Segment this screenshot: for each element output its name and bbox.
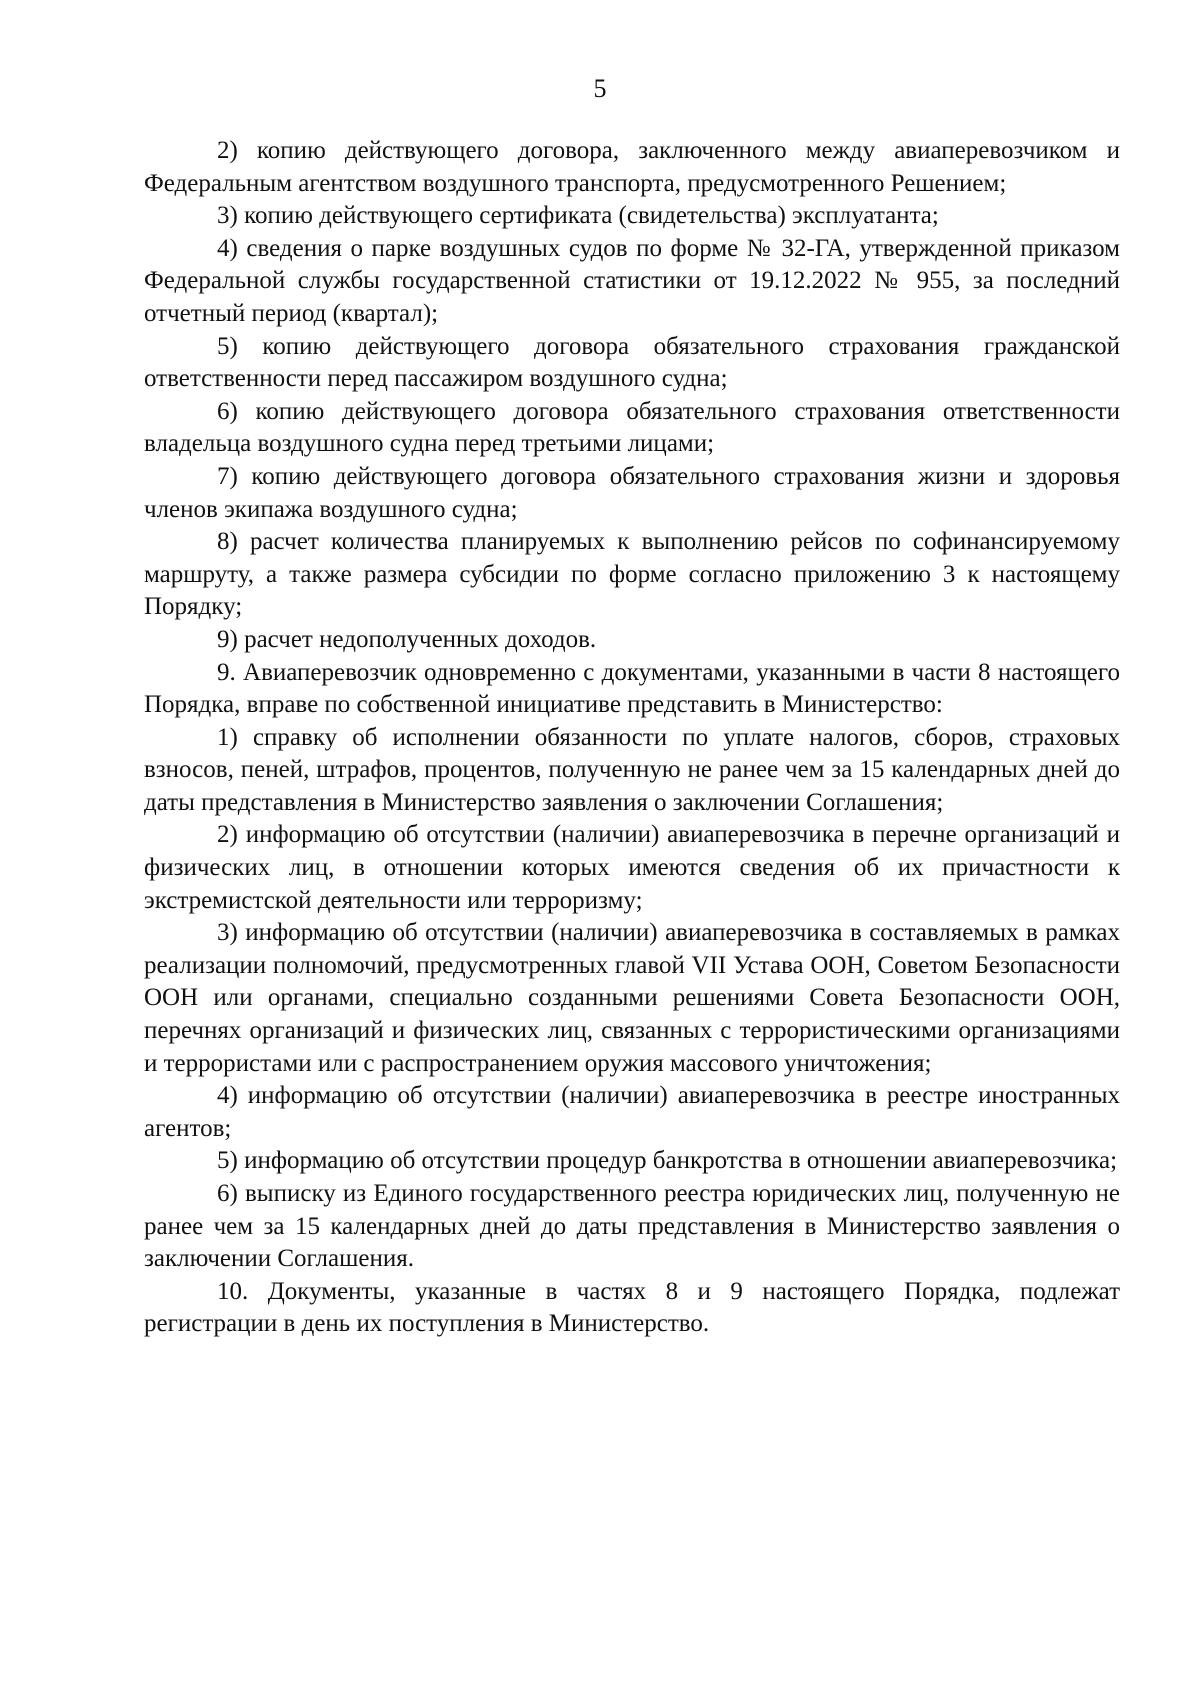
paragraph: 5) информацию об отсутствии процедур банкротства в отношении авиаперевозчика; (217, 1147, 1118, 1175)
document-body (144, 135, 1120, 1341)
paragraph: 6) копию действующего договора обязательного страхования ответственности владельца воздушного судна перед третьими лицами; (144, 397, 1120, 458)
page-number: 5 (593, 74, 607, 103)
paragraph: 7) копию действующего договора обязательного страхования жизни и здоровья членов экипажа воздушного судна; (144, 462, 1120, 523)
paragraph: 9) расчет недополученных доходов. (217, 625, 597, 653)
paragraph: 4) информацию об отсутствии (наличии) авиаперевозчика в реестре иностранных агентов; (144, 1082, 1120, 1142)
paragraph: 1) справку об исполнении обязанности по уплате налогов, сборов, страховых взносов, пеней, штрафов, процентов, полученную не ранее чем за 15 календарных дней до даты представления в Министерство заявления о заключении Соглашения; (144, 723, 1120, 816)
paragraph: 3) информацию об отсутствии (наличии) авиаперевозчика в составляемых в рамках реализации полномочий, предусмотренных главой VII Устава ООН, Советом Безопасности ООН или органами, специально созданными решениями Совета Безопасности ООН, перечнях организаций и физических лиц, связанных с террористическими организациями и террористами или с распространением оружия массового уничтожения; (144, 919, 1120, 1077)
paragraph: 9. Авиаперевозчик одновременно с документами, указанными в части 8 настоящего Порядка, вправе по собственной инициативе представить в Министерство: (144, 658, 1120, 719)
paragraph: 10. Документы, указанные в частях 8 и 9 настоящего Порядка, подлежат регистрации в день их поступления в Министерство. (144, 1277, 1120, 1338)
paragraph: 8) расчет количества планируемых к выполнению рейсов по софинансируемому маршруту, а также размера субсидии по форме согласно приложению 3 к настоящему Порядку; (144, 528, 1120, 621)
paragraph: 4) сведения о парке воздушных судов по форме № 32-ГА, утвержденной приказом Федеральной службы государственной статистики от 19.12.2022 № 955, за последний отчетный период (квартал); (144, 234, 1120, 327)
paragraph: 3) копию действующего сертификата (свидетельства) эксплуатанта; (217, 202, 939, 230)
paragraph: 6) выписку из Единого государственного реестра юридических лиц, полученную не ранее чем за 15 календарных дней до даты представления в Министерство заявления о заключении Соглашения. (144, 1180, 1120, 1273)
paragraph: 2) информацию об отсутствии (наличии) авиаперевозчика в перечне организаций и физических лиц, в отношении которых имеются сведения об их причастности к экстремистской деятельности или терроризму; (144, 821, 1120, 914)
paragraph: 2) копию действующего договора, заключенного между авиаперевозчиком и Федеральным агентством воздушного транспорта, предусмотренного Решением; (144, 137, 1120, 197)
paragraph: 5) копию действующего договора обязательного страхования гражданской ответственности перед пассажиром воздушного судна; (144, 332, 1120, 393)
